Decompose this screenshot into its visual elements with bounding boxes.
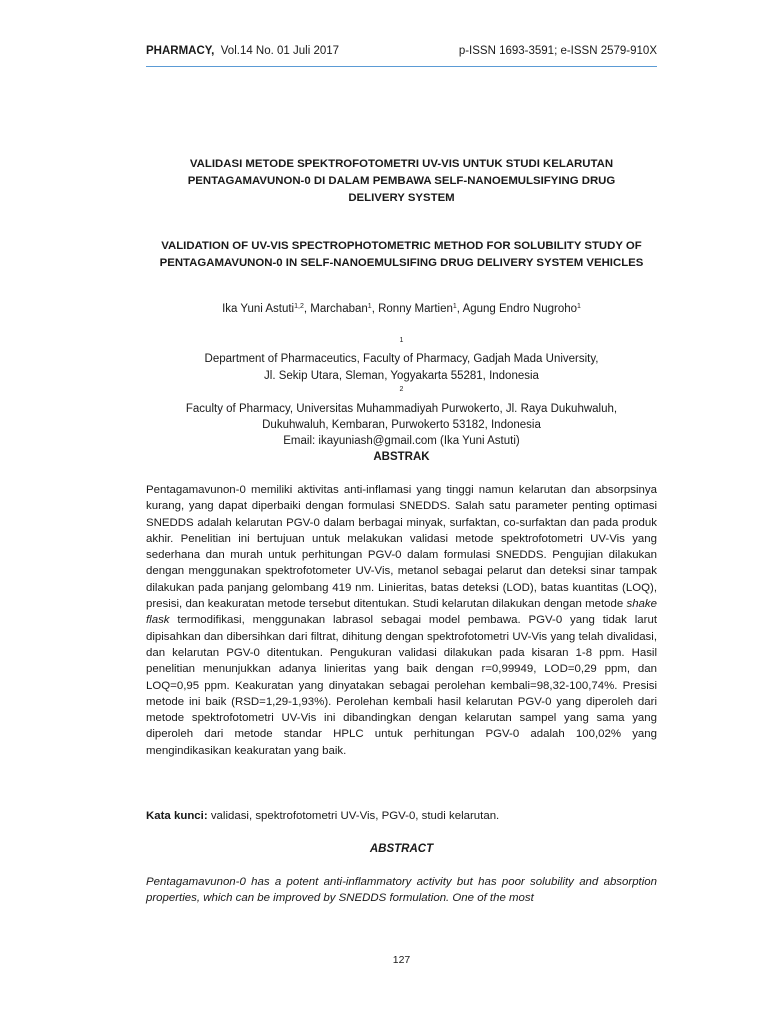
journal-citation bbox=[146, 44, 339, 58]
keywords-label: Kata kunci: bbox=[146, 810, 208, 822]
affiliation-line: Dukuhwaluh, Kembaran, Purwokerto 53182, Indonesia bbox=[262, 419, 541, 432]
running-header bbox=[146, 44, 657, 58]
title-line: VALIDATION OF UV-VIS SPECTROPHOTOMETRIC METHOD FOR SOLUBILITY STUDY OF bbox=[161, 240, 642, 252]
title-english bbox=[146, 238, 657, 272]
journal-name: PHARMACY, bbox=[146, 45, 215, 57]
title-indonesian bbox=[146, 156, 657, 206]
keywords bbox=[146, 808, 657, 824]
abstrak-paragraph: Pentagamavunon-0 memiliki aktivitas anti-inflamasi yang tinggi namun kelarutan dan absorpsinya kurang, yang dapat diperbaiki dengan formulasi SNEDDS. Salah satu parameter penting optimasi SNEDDS adalah kelarutan PGV-0 dalam berbagai minyak, surfaktan, co-surfaktan dan pada produk akhir. Penelitian ini bertujuan untuk melakukan validasi metode spektrofotometri UV-Vis yang sederhana dan murah untuk perhitungan PGV-0 dalam formulasi SNEDDS. Pengujian dilakukan dengan menggunakan spektrofotometer UV-Vis, metanol sebagai pelarut dan deteksi sinar tampak dilakukan pada panjang gelombang 419 nm. Linieritas, batas deteksi (LOD), batas kuantitas (LOQ), presisi, dan keakuratan metode tersebut ditentukan. Studi kelarutan dilakukan dengan metode shake flask termodifikasi, menggunakan labrasol sebagai model pembawa. PGV-0 yang tidak larut dipisahkan dan dibersihkan dari filtrat, dihitung dengan spektrofotometri UV-Vis yang telah divalidasi, dan kelarutan PGV-0 ditentukan. Pengukuran validasi dilakukan pada kisaran 1-8 ppm. Hasil penelitian menunjukkan adanya linieritas yang baik dengan r=0,99949, LOD=0,29 ppm, dan LOQ=0,95 ppm. Keakuratan yang dinyatakan sebagai perolehan kembali=98,32-100,74%. Presisi metode ini baik (RSD=1,29-1,93%). Perolehan kembali hasil kelarutan PGV-0 yang diperoleh dari metode spektrofotometri UV-Vis ini dibandingkan dengan kelarutan sampel yang sama yang diperoleh dari metode standar HPLC untuk perhitungan PGV-0 adalah 100,02% yang mengindikasikan keakuratan yang baik. bbox=[146, 484, 657, 757]
author: Agung Endro Nugroho$^1$ bbox=[462, 303, 581, 315]
keywords-text: validasi, spektrofotometri UV-Vis, PGV-0, studi kelarutan. bbox=[207, 810, 500, 822]
header-rule bbox=[146, 66, 657, 67]
abstract-paragraph: Pentagamavunon-0 has a potent anti-inflammatory activity but has poor solubility and absorption properties, which can be improved by SNEDDS formulation. One of the most bbox=[146, 876, 657, 905]
affiliation-line: $^2$ Faculty of Pharmacy, Universitas Muhammadiyah Purwokerto, Jl. Raya Dukuhwaluh, bbox=[185, 386, 618, 415]
author: Marchaban$^1$, bbox=[310, 303, 379, 315]
title-line: PENTAGAMAVUNON-0 IN SELF-NANOEMULSIFING DRUG DELIVERY SYSTEM VEHICLES bbox=[159, 256, 644, 269]
page-number: 127 bbox=[392, 954, 411, 966]
abstrak-heading: ABSTRAK bbox=[373, 451, 430, 463]
author: Ika Yuni Astuti$^{1,2}$, bbox=[222, 303, 311, 315]
title-line: VALIDASI METODE SPEKTROFOTOMETRI UV-VIS UNTUK STUDI KELARUTAN bbox=[189, 158, 614, 170]
title-line: PENTAGAMAVUNON-0 DI DALAM PEMBAWA SELF-NANOEMULSIFYING DRUG bbox=[187, 174, 616, 187]
affiliation-line: Jl. Sekip Utara, Sleman, Yogyakarta 55281, Indonesia bbox=[264, 369, 539, 382]
title-line: DELIVERY SYSTEM bbox=[348, 191, 455, 204]
author-list bbox=[146, 301, 657, 317]
journal-volume: Vol.14 No. 01 Juli 2017 bbox=[220, 45, 340, 57]
abstract-heading: ABSTRACT bbox=[369, 843, 434, 855]
author: Ronny Martien$^1$, bbox=[378, 303, 463, 315]
affiliation-email: Email: ikayuniash@gmail.com (Ika Yuni Astuti) bbox=[283, 435, 520, 448]
affiliation-line: $^1$ Department of Pharmaceutics, Faculty of Pharmacy, Gadjah Mada University, bbox=[204, 337, 599, 366]
italic-term: shake flask bbox=[146, 598, 657, 627]
journal-issn: p-ISSN 1693-3591; e-ISSN 2579-910X bbox=[458, 45, 657, 57]
affiliations bbox=[146, 335, 657, 450]
